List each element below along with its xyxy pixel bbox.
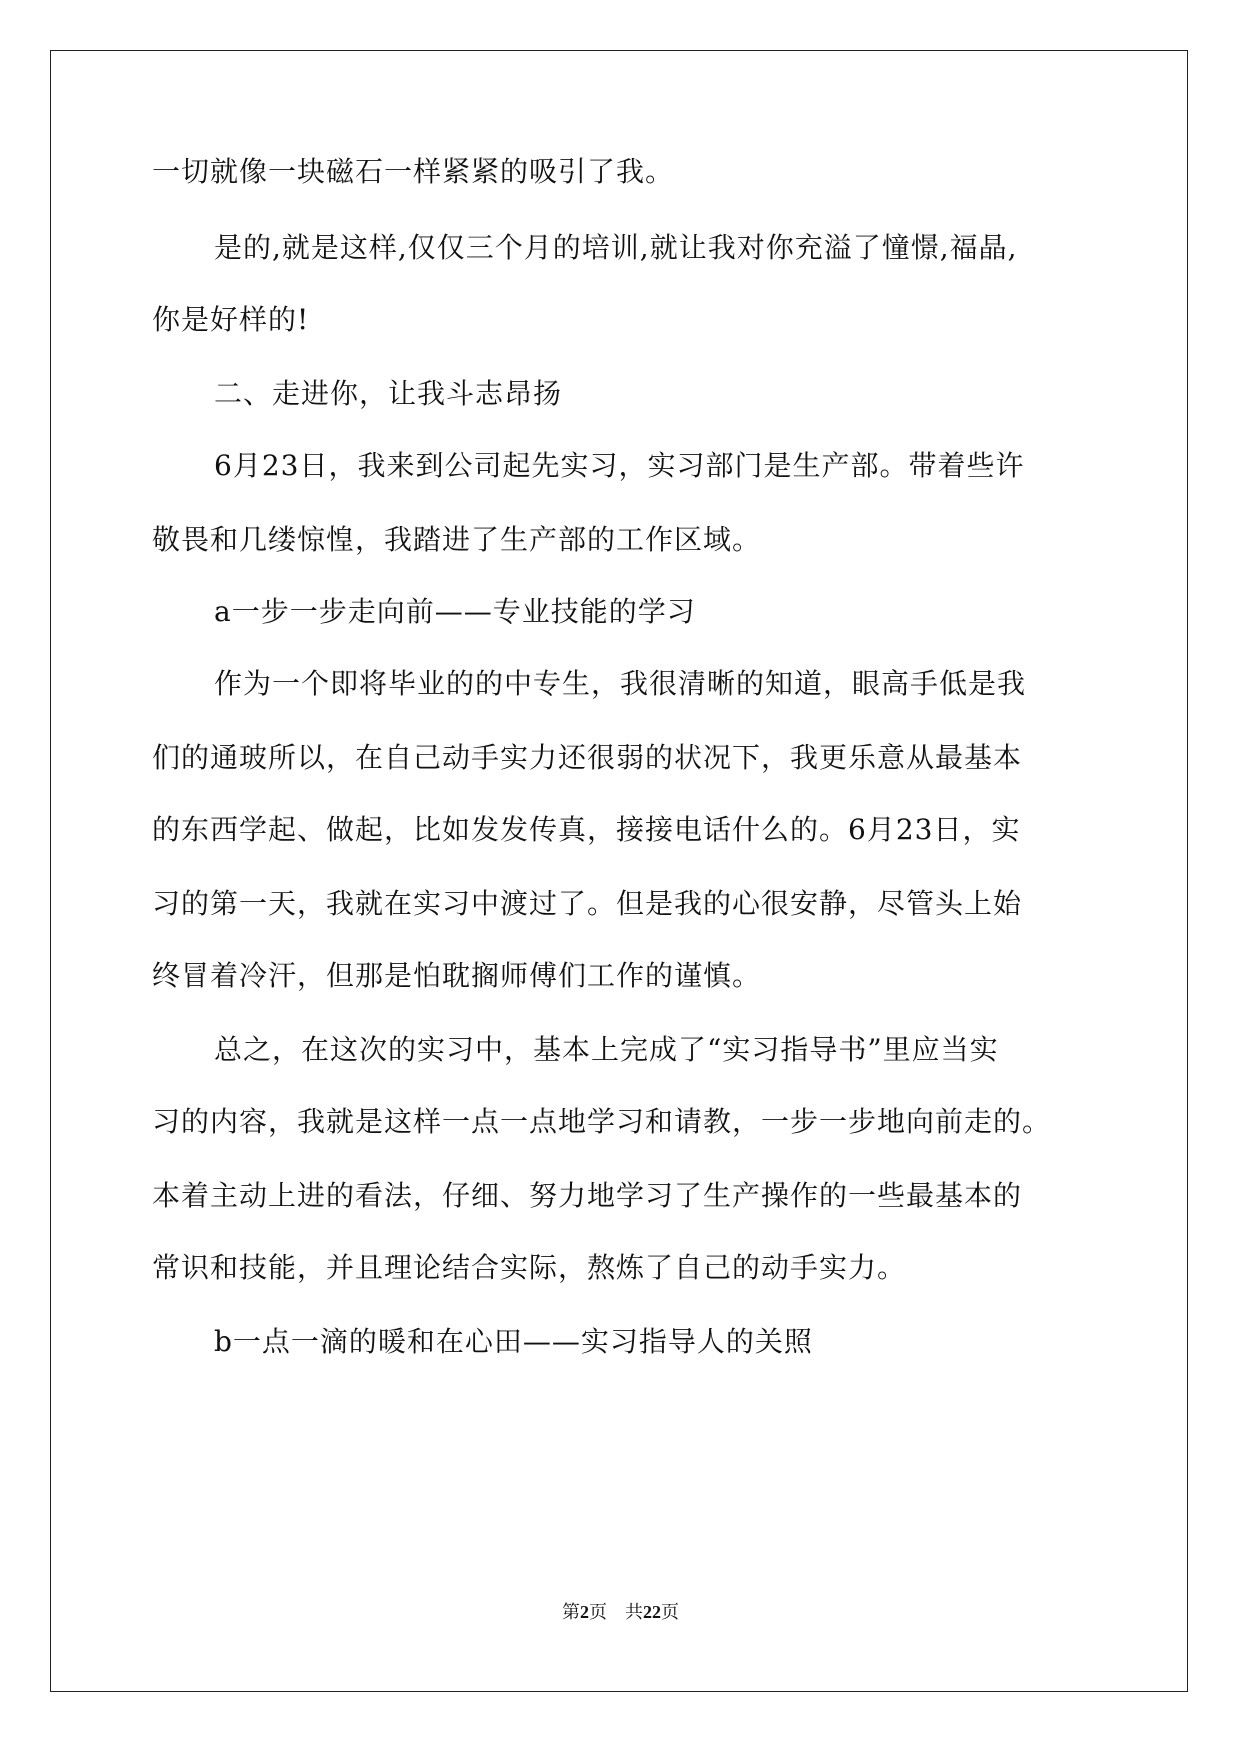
text-line: 总之，在这次的实习中，基本上完成了“实习指导书”里应当实 (214, 1033, 999, 1066)
footer-total-suffix: 页 (661, 1602, 679, 1622)
subsection-heading: b一点一滴的暖和在心田——实习指导人的关照 (214, 1325, 813, 1358)
footer-page-number: 2 (580, 1602, 589, 1622)
footer-page-prefix: 第 (562, 1602, 580, 1622)
text-line: 习的内容，我就是这样一点一点地学习和请教，一步一步地向前走的。 (152, 1105, 1052, 1138)
text-line: 习的第一天，我就在实习中渡过了。但是我的心很安静，尽管头上始 (152, 887, 1023, 920)
text-line: 终冒着冷汗，但那是怕耽搁师傅们工作的谨慎。 (152, 959, 762, 992)
section-heading: 二、走进你，让我斗志昂扬 (214, 377, 563, 410)
text-line: 的东西学起、做起，比如发发传真，接接电话什么的。6月23日，实 (152, 813, 1021, 846)
footer-total-prefix: 共 (625, 1602, 643, 1622)
text-line: 作为一个即将毕业的的中专生，我很清晰的知道，眼高手低是我 (214, 667, 1027, 700)
footer-page-suffix: 页 (589, 1602, 607, 1622)
text-line: 是的,就是这样,仅仅三个月的培训,就让我对你充溢了憧憬,福晶, (214, 231, 1018, 264)
text-line: 常识和技能，并且理论结合实际，熬炼了自己的动手实力。 (152, 1251, 907, 1284)
text-line: 6月23日，我来到公司起先实习，实习部门是生产部。带着些许 (214, 449, 1025, 482)
text-line: 敬畏和几缕惊惶，我踏进了生产部的工作区域。 (152, 523, 762, 556)
text-line: 你是好样的! (152, 303, 310, 336)
text-line: 一切就像一块磁石一样紧紧的吸引了我。 (152, 155, 675, 188)
footer-total-pages: 22 (643, 1602, 661, 1622)
text-line: 本着主动上进的看法，仔细、努力地学习了生产操作的一些最基本的 (152, 1179, 1023, 1212)
page-footer (0, 1600, 1241, 1624)
subsection-heading: a一步一步走向前——专业技能的学习 (214, 595, 696, 628)
text-line: 们的通玻所以，在自己动手实力还很弱的状况下，我更乐意从最基本 (152, 741, 1023, 774)
page-border (50, 50, 1188, 1692)
